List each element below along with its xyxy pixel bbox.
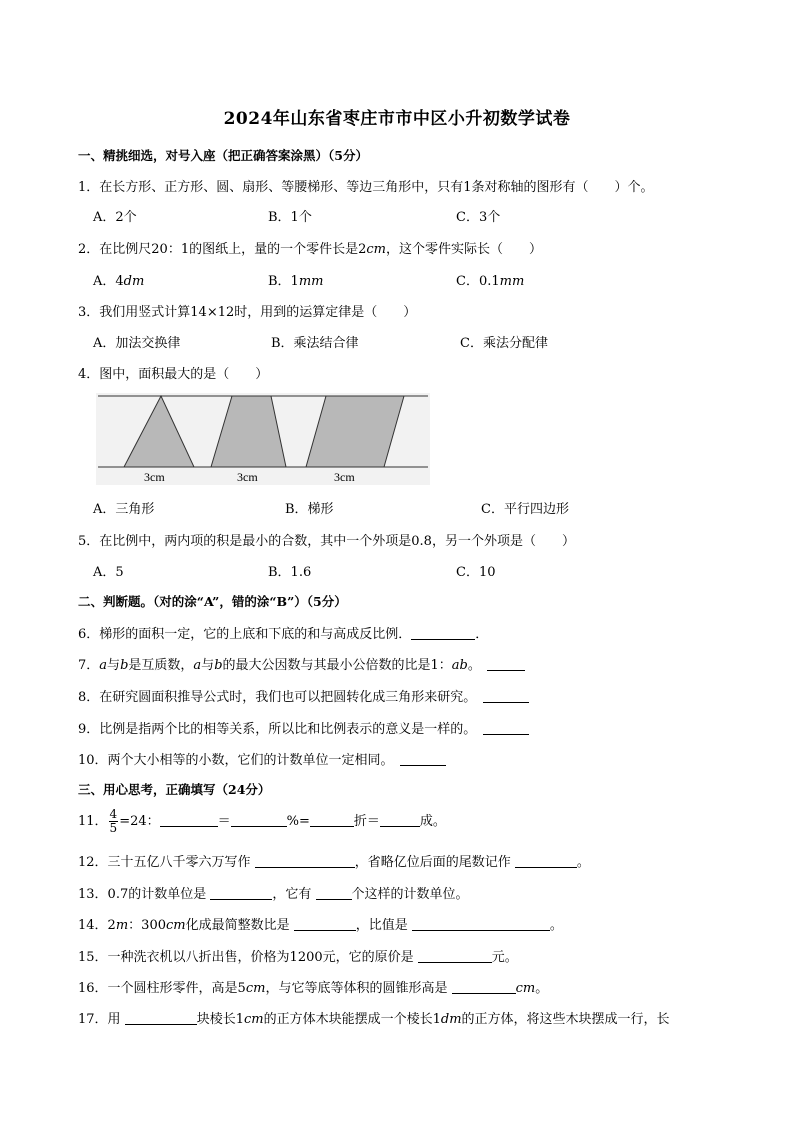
q11-blank-2[interactable] (231, 813, 287, 827)
question-7: 7．a与b是互质数，a与b的最大公因数与其最小公倍数的比是1：ab。 (78, 654, 525, 673)
q1-option-b: B．1个 (268, 210, 312, 225)
q13-blank-2[interactable] (316, 886, 352, 900)
q7-answer-blank[interactable] (487, 657, 525, 671)
shapes-figure (96, 393, 430, 485)
q14-blank-2[interactable] (412, 917, 550, 931)
question-16: 16．一个圆柱形零件，高是5cm，与它等底等体积的圆锥形高是 cm。 (78, 981, 549, 996)
q1-option-c: C．3个 (456, 210, 501, 225)
q12-blank-1[interactable] (255, 854, 355, 868)
q11-blank-3[interactable] (310, 813, 354, 827)
question-13: 13．0.7的计数单位是 ，它有 个这样的计数单位。 (78, 887, 469, 902)
parallelogram-base-label: 3cm (334, 470, 355, 484)
q4-option-a: A．三角形 (93, 502, 155, 517)
q3-option-b: B．乘法结合律 (271, 336, 359, 351)
q11-blank-1[interactable] (160, 813, 218, 827)
question-9: 9．比例是指两个比的相等关系，所以比和比例表示的意义是一样的。 (78, 718, 529, 737)
question-2 (78, 238, 542, 257)
q8-answer-blank[interactable] (483, 689, 529, 703)
question-10: 10．两个大小相等的小数，它们的计数单位一定相同。 (78, 749, 446, 768)
question-17: 17．用 块棱长1cm的正方体木块能摆成一个棱长1dm的正方体，将这些木块摆成一行，长 (78, 1012, 670, 1027)
question-15: 15．一种洗衣机以八折出售，价格为1200元，它的原价是 元。 (78, 950, 518, 965)
q2-unit: cm (366, 242, 386, 257)
section-3-heading: 三、用心思考，正确填写（24分） (78, 782, 271, 797)
q4-option-c: C．平行四边形 (481, 502, 569, 517)
q5-option-c: C．10 (456, 565, 496, 580)
q3-option-c: C．乘法分配律 (460, 336, 548, 351)
question-4: 4．图中，面积最大的是（ ） (78, 367, 269, 382)
q15-blank[interactable] (418, 949, 492, 963)
q11-fraction: $\frac{4}{5}$ (109, 807, 118, 835)
q11-blank-4[interactable] (380, 813, 420, 827)
q1-option-a: A．2个 (93, 210, 137, 225)
q14-blank-1[interactable] (294, 917, 356, 931)
question-14: 14．2m：300cm化成最简整数比是 ，比值是 。 (78, 918, 563, 933)
q5-option-b: B．1.6 (268, 565, 312, 580)
q5-option-a: A．5 (93, 565, 124, 580)
section-2-heading: 二、判断题。（对的涂“A”，错的涂“B”）（5分） (78, 594, 347, 609)
question-12: 12．三十五亿八千零六万写作 ，省略亿位后面的尾数记作 。 (78, 855, 590, 870)
q6-answer-blank[interactable] (411, 626, 475, 640)
q2-option-c: C．0.1mm (456, 274, 525, 289)
q17-blank[interactable] (125, 1011, 197, 1025)
q3-option-a: A．加法交换律 (93, 336, 181, 351)
triangle-base-label: 3cm (144, 470, 165, 484)
question-1: 1．在长方形、正方形、圆、扇形、等腰梯形、等边三角形中，只有1条对称轴的图形有（ ）个。 (78, 180, 654, 195)
q6-text: 6．梯形的面积一定，它的上底和下底的和与高成反比例． (78, 627, 412, 642)
q13-blank-1[interactable] (210, 886, 272, 900)
q2-option-a: A．4dm (93, 274, 145, 289)
q2-option-b: B．1mm (268, 274, 324, 289)
question-6: 6．梯形的面积一定，它的上底和下底的和与高成反比例． ． (78, 627, 489, 642)
question-5: 5．在比例中，两内项的积是最小的合数，其中一个外项是0.8，另一个外项是（ ） (78, 534, 575, 549)
q9-answer-blank[interactable] (483, 721, 529, 735)
question-8: 8．在研究圆面积推导公式时，我们也可以把圆转化成三角形来研究。 (78, 686, 529, 705)
question-3: 3．我们用竖式计算14×12时，用到的运算定律是（ ） (78, 305, 417, 320)
trapezoid-base-label: 3cm (237, 470, 258, 484)
q16-blank[interactable] (452, 980, 516, 994)
q2-text-post: ，这个零件实际长（ ） (385, 242, 542, 257)
q10-answer-blank[interactable] (400, 752, 446, 766)
page-title: 2024年山东省枣庄市市中区小升初数学试卷 (223, 109, 571, 129)
q2-value: 2 (358, 242, 367, 257)
q2-text-pre: 2．在比例尺20：1的图纸上，量的一个零件长是 (78, 242, 359, 257)
question-11: 11． $\frac{4}{5}$ =24： ＝ %= 折＝ 成。 (78, 807, 446, 835)
section-1-heading: 一、精挑细选，对号入座（把正确答案涂黑）（5分） (78, 148, 368, 163)
q4-option-b: B．梯形 (285, 502, 334, 517)
q12-blank-2[interactable] (515, 854, 577, 868)
